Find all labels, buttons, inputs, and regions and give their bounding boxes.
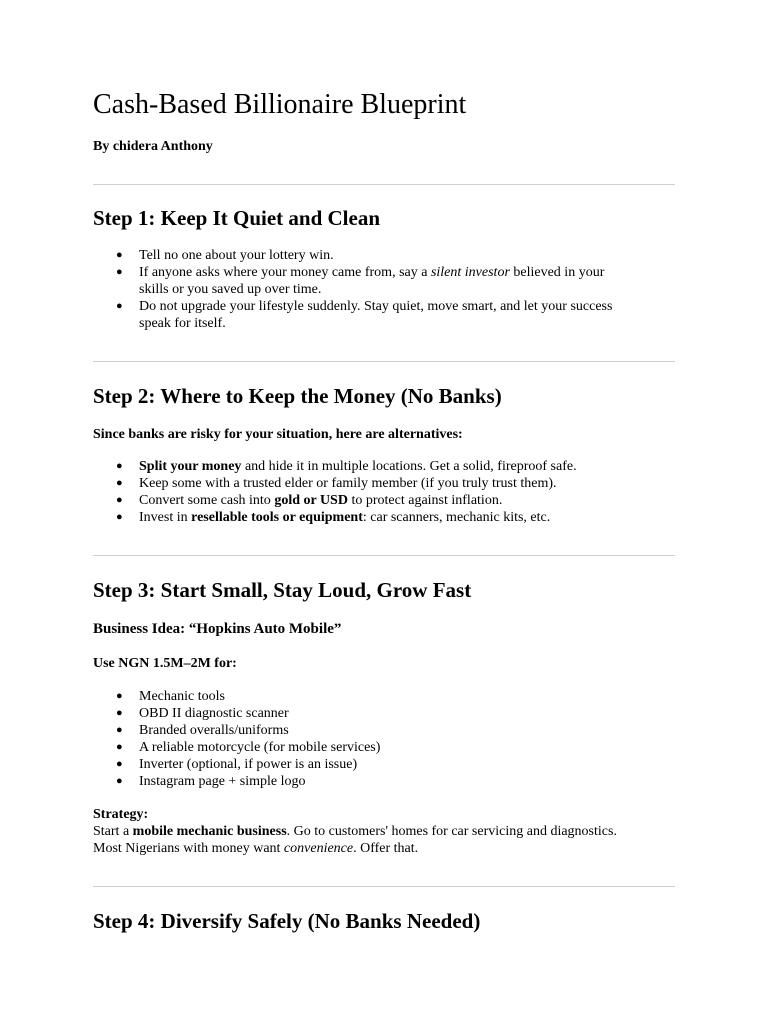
text-run: Convert some cash into bbox=[139, 493, 275, 508]
step1-bullet-3-cont: speak for itself. bbox=[139, 316, 226, 331]
emphasis-text: convenience bbox=[283, 841, 354, 856]
bullet-icon: ● bbox=[116, 494, 123, 506]
step2-intro: Since banks are risky for your situation, here are alternatives: bbox=[93, 427, 463, 442]
step2-bullet-2: Keep some with a trusted elder or family member (if you truly trust them). bbox=[139, 476, 557, 491]
text-run: . Offer that. bbox=[353, 841, 419, 856]
bullet-icon: ● bbox=[116, 707, 123, 719]
divider bbox=[93, 361, 675, 362]
step1-heading: Step 1: Keep It Quiet and Clean bbox=[93, 206, 381, 230]
list-item: Instagram page + simple logo bbox=[139, 774, 306, 789]
list-item: A reliable motorcycle (for mobile services) bbox=[139, 740, 381, 755]
strategy-text-line2 bbox=[93, 840, 418, 857]
emphasis-text: silent investor bbox=[430, 265, 510, 280]
strategy-label: Strategy: bbox=[93, 807, 149, 822]
bullet-icon: ● bbox=[116, 249, 123, 261]
byline: By chidera Anthony bbox=[93, 139, 213, 154]
list-item: Branded overalls/uniforms bbox=[139, 723, 289, 738]
list-item: Mechanic tools bbox=[139, 689, 225, 704]
bullet-icon: ● bbox=[116, 511, 123, 523]
bullet-icon: ● bbox=[116, 300, 123, 312]
step2-bullet-4 bbox=[139, 509, 550, 526]
bullet-icon: ● bbox=[116, 266, 123, 278]
page-title: Cash-Based Billionaire Blueprint bbox=[93, 89, 467, 120]
bold-text: resellable tools or equipment bbox=[191, 510, 363, 525]
list-item: Inverter (optional, if power is an issue) bbox=[139, 757, 358, 772]
text-run: believed in your bbox=[509, 265, 605, 280]
bullet-icon: ● bbox=[116, 775, 123, 787]
strategy-text-line1 bbox=[93, 823, 617, 840]
text-run: . Go to customers' homes for car servicing and diagnostics. bbox=[286, 824, 617, 839]
budget-label: Use NGN 1.5M–2M for: bbox=[93, 656, 237, 671]
step1-bullet-3: Do not upgrade your lifestyle suddenly. Stay quiet, move smart, and let your success bbox=[139, 299, 613, 314]
bullet-icon: ● bbox=[116, 758, 123, 770]
bullet-icon: ● bbox=[116, 477, 123, 489]
step2-bullet-1 bbox=[139, 458, 577, 475]
step3-heading: Step 3: Start Small, Stay Loud, Grow Fast bbox=[93, 578, 472, 602]
text-run: Invest in bbox=[139, 510, 192, 525]
step1-bullet-2-cont: skills or you saved up over time. bbox=[139, 282, 322, 297]
text-run: Most Nigerians with money want bbox=[93, 841, 284, 856]
text-run: and hide it in multiple locations. Get a solid, fireproof safe. bbox=[241, 459, 577, 474]
step1-bullet-2 bbox=[139, 264, 604, 281]
divider bbox=[93, 886, 675, 887]
text-run: If anyone asks where your money came from, say a bbox=[139, 265, 431, 280]
bold-text: Split your money bbox=[139, 459, 242, 474]
bold-text: gold or USD bbox=[274, 493, 348, 508]
step2-bullet-3 bbox=[139, 492, 502, 509]
business-idea: Business Idea: “Hopkins Auto Mobile” bbox=[93, 621, 342, 637]
text-run: Start a bbox=[93, 824, 133, 839]
step2-heading: Step 2: Where to Keep the Money (No Banks) bbox=[93, 384, 502, 408]
divider bbox=[93, 184, 675, 185]
text-run: to protect against inflation. bbox=[347, 493, 503, 508]
bullet-icon: ● bbox=[116, 690, 123, 702]
bullet-icon: ● bbox=[116, 460, 123, 472]
bullet-icon: ● bbox=[116, 724, 123, 736]
step4-heading: Step 4: Diversify Safely (No Banks Needed) bbox=[93, 909, 481, 933]
text-run: : car scanners, mechanic kits, etc. bbox=[362, 510, 551, 525]
bullet-icon: ● bbox=[116, 741, 123, 753]
divider bbox=[93, 555, 675, 556]
step1-bullet-1: Tell no one about your lottery win. bbox=[139, 248, 334, 263]
list-item: OBD II diagnostic scanner bbox=[139, 706, 289, 721]
bold-text: mobile mechanic business bbox=[132, 824, 287, 839]
